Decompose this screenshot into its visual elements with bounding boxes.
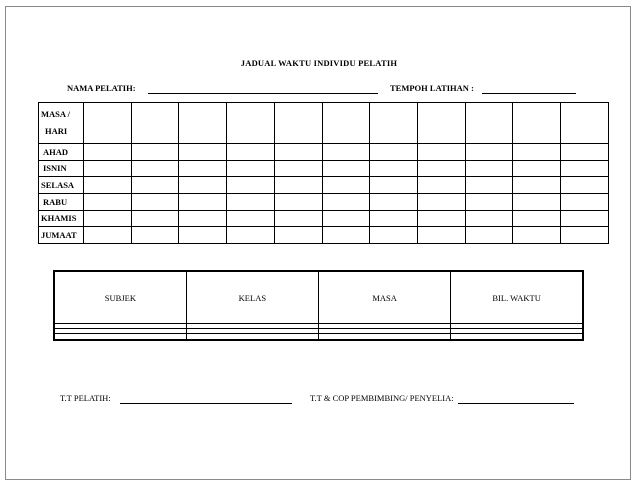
schedule-cell[interactable] (513, 193, 561, 210)
schedule-cell[interactable] (561, 177, 609, 194)
day-label: JUMAAT (39, 227, 84, 244)
nama-pelatih-label: NAMA PELATIH: (67, 83, 136, 93)
schedule-cell[interactable] (561, 227, 609, 244)
schedule-cell[interactable] (84, 210, 132, 227)
schedule-cell[interactable] (418, 193, 466, 210)
schedule-cell[interactable] (274, 193, 322, 210)
kelas-header: KELAS (186, 271, 318, 324)
schedule-cell[interactable] (513, 210, 561, 227)
day-label: ISNIN (39, 160, 84, 177)
day-row (39, 160, 609, 177)
time-slot-header-cell[interactable] (84, 103, 132, 144)
schedule-cell[interactable] (131, 144, 179, 161)
schedule-cell[interactable] (418, 160, 466, 177)
schedule-cell[interactable] (84, 177, 132, 194)
schedule-cell[interactable] (322, 144, 370, 161)
time-slot-header-cell[interactable] (370, 103, 418, 144)
schedule-cell[interactable] (465, 210, 513, 227)
schedule-cell[interactable] (274, 160, 322, 177)
schedule-cell[interactable] (131, 177, 179, 194)
schedule-cell[interactable] (179, 177, 227, 194)
day-label: SELASA (39, 177, 84, 194)
schedule-header-row (39, 103, 609, 144)
time-slot-header-cell[interactable] (274, 103, 322, 144)
schedule-cell[interactable] (179, 144, 227, 161)
schedule-cell[interactable] (131, 227, 179, 244)
schedule-cell[interactable] (561, 160, 609, 177)
day-row (39, 193, 609, 210)
schedule-cell[interactable] (84, 227, 132, 244)
time-slot-header-cell[interactable] (418, 103, 466, 144)
time-slot-header-cell[interactable] (561, 103, 609, 144)
time-slot-header-cell[interactable] (131, 103, 179, 144)
schedule-cell[interactable] (84, 160, 132, 177)
schedule-cell[interactable] (179, 193, 227, 210)
schedule-cell[interactable] (465, 227, 513, 244)
schedule-cell[interactable] (274, 210, 322, 227)
day-label: AHAD (39, 144, 84, 161)
subject-header-row (54, 271, 583, 324)
schedule-cell[interactable] (465, 160, 513, 177)
time-slot-header-cell[interactable] (179, 103, 227, 144)
schedule-cell[interactable] (418, 210, 466, 227)
schedule-cell[interactable] (370, 227, 418, 244)
schedule-cell[interactable] (513, 177, 561, 194)
time-slot-header-cell[interactable] (227, 103, 275, 144)
schedule-cell[interactable] (322, 210, 370, 227)
day-row (39, 144, 609, 161)
schedule-cell[interactable] (227, 193, 275, 210)
schedule-cell[interactable] (370, 144, 418, 161)
schedule-cell[interactable] (322, 227, 370, 244)
schedule-cell[interactable] (131, 160, 179, 177)
day-label: KHAMIS (39, 210, 84, 227)
schedule-cell[interactable] (274, 144, 322, 161)
tt-pelatih-signature-line[interactable] (120, 403, 292, 404)
subjek-header: SUBJEK (54, 271, 186, 324)
schedule-cell[interactable] (179, 160, 227, 177)
subject-row (54, 333, 583, 340)
subject-cell[interactable] (319, 333, 451, 340)
schedule-cell[interactable] (561, 144, 609, 161)
schedule-cell[interactable] (370, 210, 418, 227)
schedule-cell[interactable] (465, 193, 513, 210)
schedule-cell[interactable] (227, 177, 275, 194)
schedule-cell[interactable] (227, 160, 275, 177)
time-slot-header-cell[interactable] (513, 103, 561, 144)
schedule-cell[interactable] (370, 193, 418, 210)
schedule-cell[interactable] (179, 210, 227, 227)
schedule-table (38, 102, 609, 244)
time-slot-header-cell[interactable] (465, 103, 513, 144)
tempoh-latihan-field[interactable] (482, 93, 576, 94)
schedule-cell[interactable] (84, 193, 132, 210)
page-title: JADUAL WAKTU INDIVIDU PELATIH (240, 58, 398, 68)
schedule-cell[interactable] (227, 210, 275, 227)
schedule-cell[interactable] (418, 144, 466, 161)
schedule-cell[interactable] (322, 193, 370, 210)
tempoh-latihan-label: TEMPOH LATIHAN : (390, 83, 474, 93)
nama-pelatih-field[interactable] (148, 93, 378, 94)
masa-header-text: MASA / (41, 109, 71, 119)
schedule-cell[interactable] (561, 210, 609, 227)
schedule-cell[interactable] (84, 144, 132, 161)
day-row (39, 210, 609, 227)
bil-waktu-header: BIL. WAKTU (451, 271, 583, 324)
schedule-cell[interactable] (274, 227, 322, 244)
schedule-cell[interactable] (179, 227, 227, 244)
schedule-cell[interactable] (418, 177, 466, 194)
schedule-cell[interactable] (513, 227, 561, 244)
schedule-cell[interactable] (227, 227, 275, 244)
schedule-cell[interactable] (370, 177, 418, 194)
schedule-cell[interactable] (322, 177, 370, 194)
schedule-cell[interactable] (513, 160, 561, 177)
subject-cell[interactable] (451, 333, 583, 340)
subject-table (53, 270, 584, 341)
schedule-cell[interactable] (274, 177, 322, 194)
schedule-cell[interactable] (131, 210, 179, 227)
schedule-cell[interactable] (370, 160, 418, 177)
schedule-cell[interactable] (322, 160, 370, 177)
schedule-cell[interactable] (561, 193, 609, 210)
schedule-cell[interactable] (227, 144, 275, 161)
tt-pembimbing-signature-line[interactable] (458, 403, 574, 404)
subject-cell[interactable] (186, 333, 318, 340)
tt-pelatih-label: T.T PELATIH: (60, 393, 111, 403)
day-label: RABU (39, 193, 84, 210)
time-slot-header-cell[interactable] (322, 103, 370, 144)
masa-header: MASA (319, 271, 451, 324)
tt-pembimbing-label: T.T & COP PEMBIMBING/ PENYELIA: (310, 393, 454, 403)
subject-cell[interactable] (54, 333, 186, 340)
schedule-cell[interactable] (465, 177, 513, 194)
hari-header-text: HARI (45, 126, 68, 136)
schedule-cell[interactable] (418, 227, 466, 244)
day-row (39, 177, 609, 194)
schedule-cell[interactable] (131, 193, 179, 210)
schedule-cell[interactable] (513, 144, 561, 161)
day-row (39, 227, 609, 244)
masa-hari-header-cell (39, 103, 84, 144)
schedule-cell[interactable] (465, 144, 513, 161)
